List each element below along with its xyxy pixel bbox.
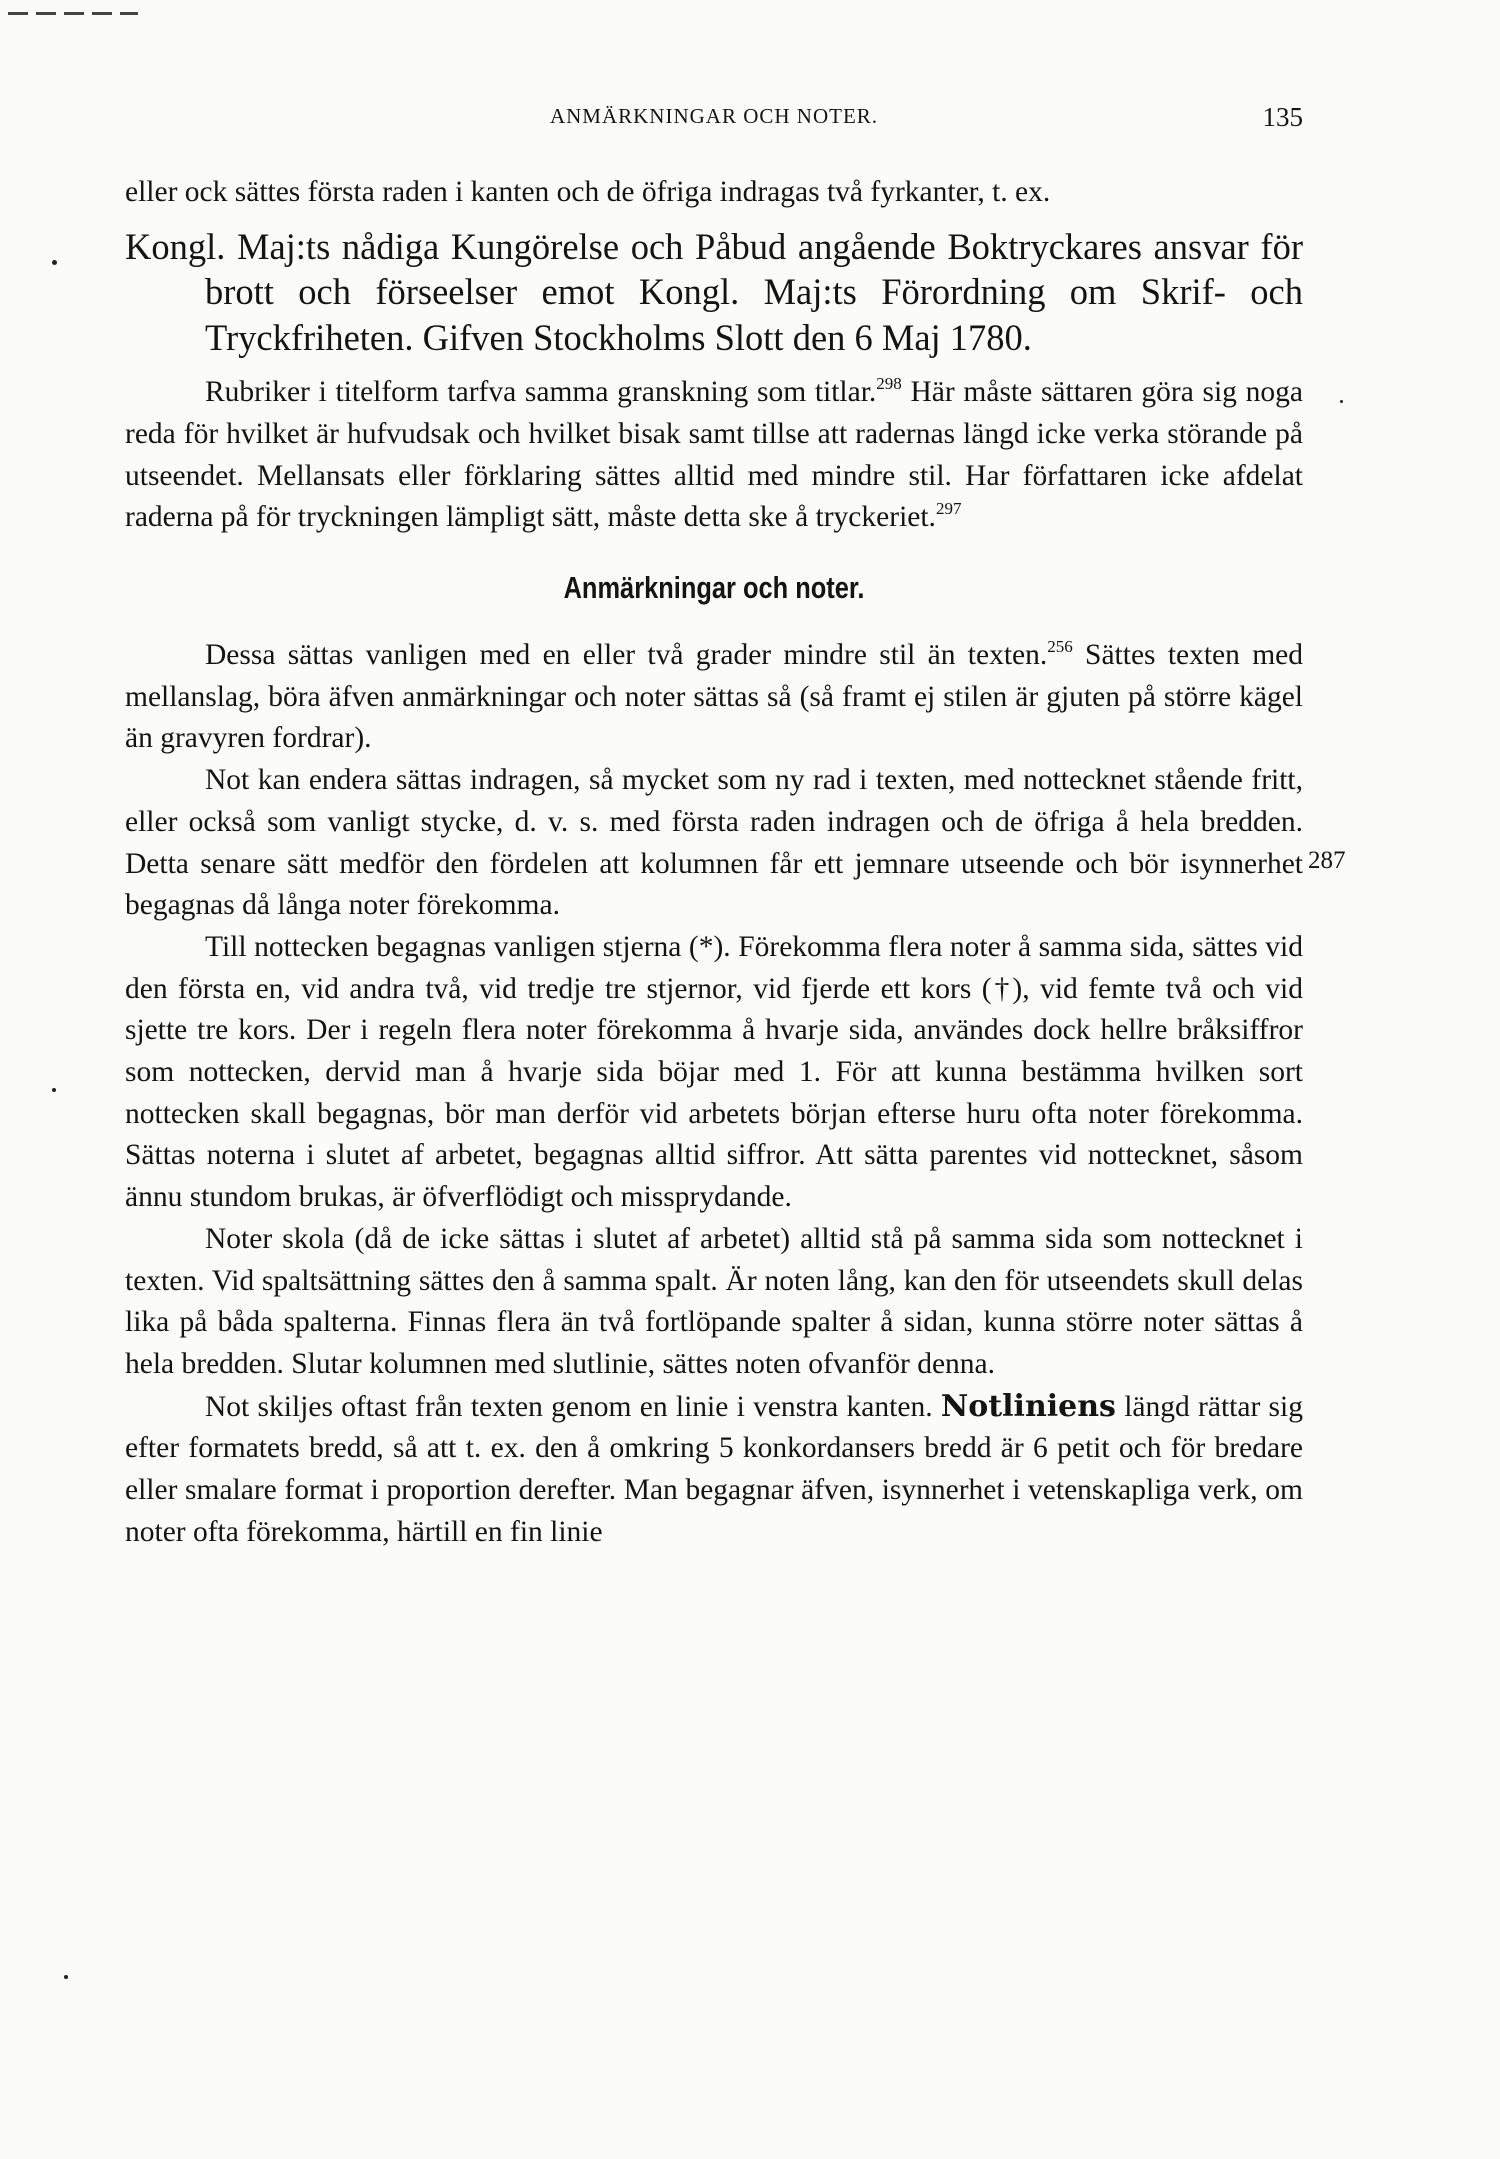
reference-superscript: 298 [876,374,902,394]
paragraph-nottecken: Till nottecken begagnas vanligen stjerna (*). Förekomma flera noter å samma sida, sättes vid den första en, vid andra två, vid tredje tre stjernor, vid fjerde ett kors (†), vid femte två och vid sjette tre kors. Der i regeln flera noter förekomma å hvarje sida, användes dock hellre bråksiffror som nottecken, dervid man å hvarje sida böjar med 1. För att kunna bestämma hvilken sort nottecken skall begagnas, bör man derför vid arbetets början efterse huru ofta noter förekomma. Sättas noterna i slutet af arbetet, begagnas alltid siffror. Att sätta parentes vid nottecknet, såsom ännu stundom brukas, är öfverflödigt och missprydande. [125,930,1303,1214]
paragraph-not-kan: Not kan endera sättas indragen, så mycket som ny rad i texten, med nottecknet stående fritt, eller också som vanligt stycke, d. v. s. med första raden indragen och de öfriga å hela bredden. Detta senare sätt medför den fördelen att kolumnen får ett jemnare utseende och bör isynnerhet begagnas då långa noter förekomma. [125,764,1303,922]
scan-speck [64,1975,68,1979]
paragraph-rubriker [125,372,1303,539]
paragraph-noter-skola: Noter skola (då de icke sättas i slutet af arbetet) alltid stå på samma sida som nottecknet i texten. Vid spaltsättning sättes den å samma spalt. Är noten lång, kan den för utseendets skull delas lika på båda spalterna. Finnas flera än två fortlöpande spalter å sidan, kunna större noter sättas å hela bredden. Slutar kolumnen med slutlinie, sättes noten ofvanför denna. [125,1222,1303,1380]
page-number: 135 [1262,102,1303,132]
paragraph-text: Dessa sättas vanligen med en eller två grader mindre stil än texten. [205,639,1048,672]
scan-speck [1340,400,1343,403]
reference-superscript: 256 [1047,637,1073,657]
page-header [125,104,1303,144]
margin-reference-number: 287 [1308,847,1346,874]
scan-speck [52,1088,56,1092]
page-body [125,172,1303,1553]
scan-speck [52,260,57,265]
bold-term: Notliniens [940,1388,1116,1424]
paragraph-text: Rubriker i titelform tarfva samma granskning som titlar. [205,376,877,409]
paragraph-text: Sättes texten med mellanslag, böra äfven anmärkningar och noter sättas så (så framt ej stilen är gjuten på större kägel än gravyren fordrar). [125,639,1303,755]
paragraph-text: längd rättar sig efter formatets bredd, så att t. ex. den å omkring 5 konkordansers bredd är 6 petit och för bredare eller smalare format i proportion derefter. Man begagnar äfven, isynnerhet i vetenskapliga verk, om noter ofta förekomma, härtill en fin linie [125,1390,1303,1548]
scan-artifact [8,12,138,15]
running-head: ANMÄRKNINGAR OCH NOTER. [549,104,879,128]
paragraph-text: Här måste sättaren göra sig noga reda för hvilket är hufvudsak och hvilket bisak samt tillse att radernas längd icke verka störande på utseendet. Mellansats eller förklaring sättes alltid med mindre stil. Har författaren icke afdelat raderna på för tryckningen lämpligt sätt, måste detta ske å tryckeriet. [125,376,1303,534]
paragraph-text: Not skiljes oftast från texten genom en linie i venstra kanten. [205,1390,941,1423]
paragraph-notlinie [125,1386,1303,1554]
section-heading: Anmärkningar och noter. [563,570,865,606]
paragraph-dessa [125,635,1303,760]
reference-superscript: 297 [935,499,962,519]
example-title: Kongl. Maj:ts nådiga Kungörelse och Påbud angående Boktryckares ansvar för brott och förseelser emot Kongl. Maj:ts Förordning om Skrif- och Tryckfriheten. Gifven Stockholms Slott den 6 Maj 1780. [125,225,1303,358]
paragraph-continuation: eller ock sättes första raden i kanten och de öfriga indragas två fyrkanter, t. ex. [125,176,1051,208]
